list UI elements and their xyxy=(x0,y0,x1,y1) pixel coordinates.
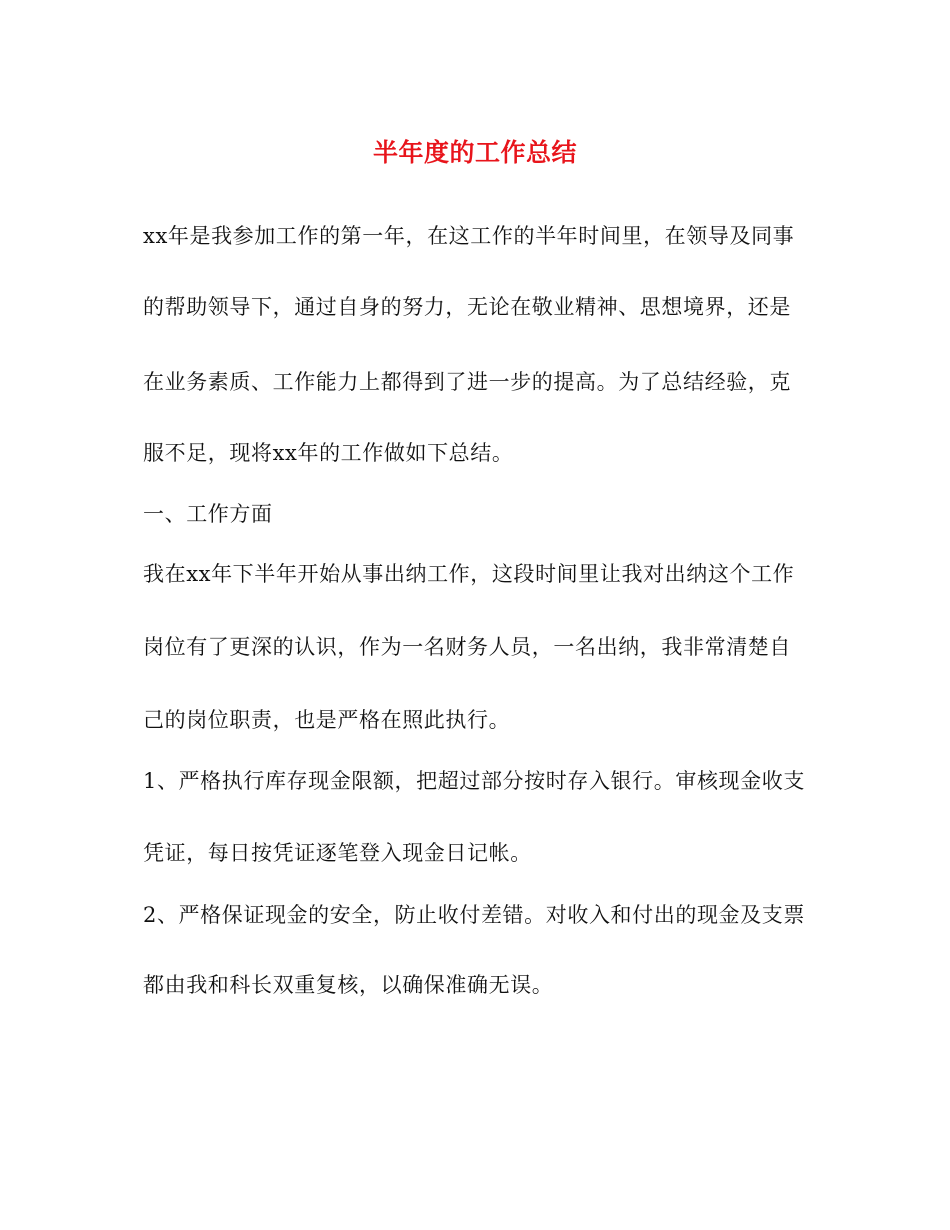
list-item-line: 凭证，每日按凭证逐笔登入现金日记帐。 xyxy=(143,841,532,865)
body-line: 岗位有了更深的认识，作为一名财务人员，一名出纳，我非常清楚自 xyxy=(143,635,791,659)
list-item-line: 2、严格保证现金的安全，防止收付差错。对收入和付出的现金及支票 xyxy=(143,903,805,927)
section-heading: 一、工作方面 xyxy=(143,502,273,526)
list-item-line: 1、严格执行库存现金限额，把超过部分按时存入银行。审核现金收支 xyxy=(143,769,805,793)
document-title: 半年度的工作总结 xyxy=(372,138,577,167)
list-item-line: 都由我和科长双重复核，以确保准确无误。 xyxy=(143,973,554,997)
body-line: xx年是我参加工作的第一年，在这工作的半年时间里，在领导及同事 xyxy=(143,224,795,248)
body-line: 的帮助领导下，通过自身的努力，无论在敬业精神、思想境界，还是 xyxy=(143,295,791,319)
body-line: 服不足，现将xx年的工作做如下总结。 xyxy=(143,441,514,465)
body-line: 己的岗位职责，也是严格在照此执行。 xyxy=(143,708,511,732)
body-line: 我在xx年下半年开始从事出纳工作，这段时间里让我对出纳这个工作 xyxy=(143,562,795,586)
body-line: 在业务素质、工作能力上都得到了进一步的提高。为了总结经验，克 xyxy=(143,370,791,394)
